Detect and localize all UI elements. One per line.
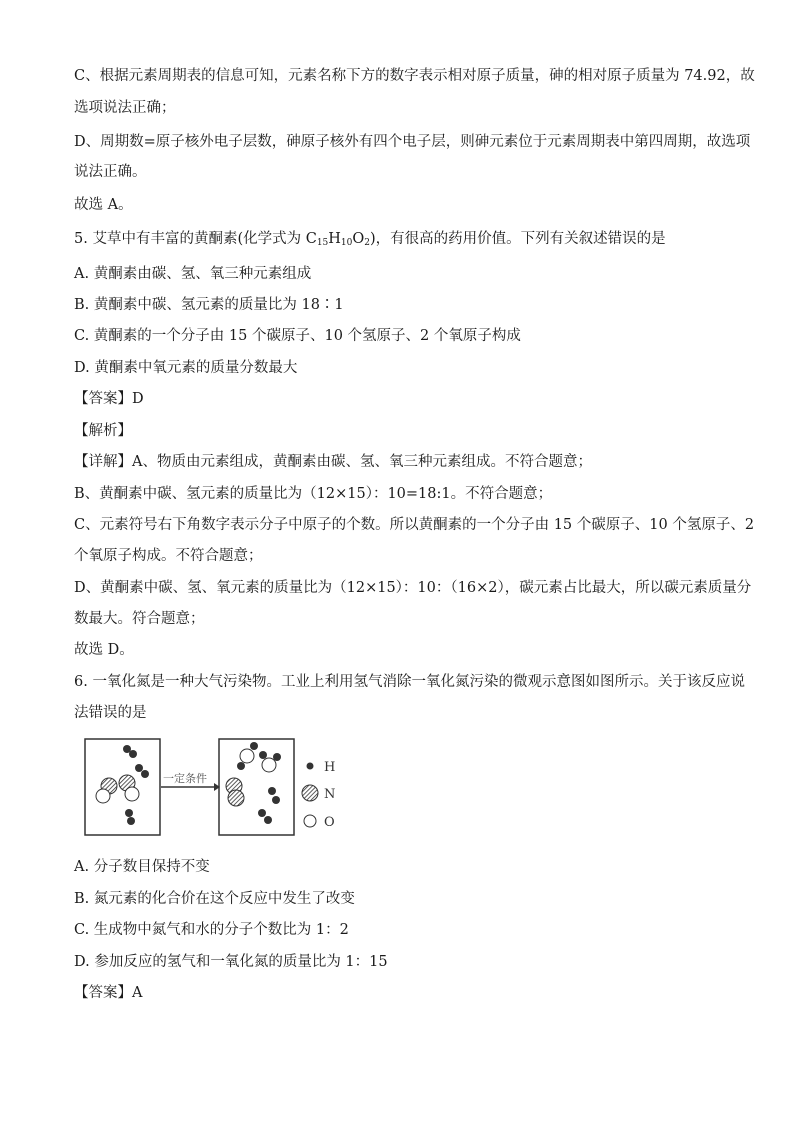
detail-tag: 【详解】 xyxy=(74,454,132,470)
text-line: 故选 D。 xyxy=(74,642,134,658)
text-line: 说法正确。 xyxy=(74,164,147,180)
q5-text-d: )，有很高的药用价值。下列有关叙述错误的是 xyxy=(370,231,666,247)
q5-option-d: D. 黄酮素中氧元素的质量分数最大 xyxy=(74,360,298,376)
legend-o-label: O xyxy=(324,815,335,830)
legend-h-symbol xyxy=(307,763,314,770)
q6-option-d: D. 参加反应的氢气和一氧化氮的质量比为 1：15 xyxy=(74,954,388,970)
q5-option-a: A. 黄酮素由碳、氢、氧三种元素组成 xyxy=(74,266,312,282)
question-6-stem-cont: 法错误的是 xyxy=(74,705,147,721)
h2-molecule xyxy=(268,787,280,804)
h2o-molecule xyxy=(259,751,281,772)
legend-h-label: H xyxy=(324,760,336,775)
q5-analysis-tag xyxy=(74,421,132,441)
q6-option-c: C. 生成物中氮气和水的分子个数比为 1：2 xyxy=(74,922,349,938)
legend-n-symbol xyxy=(302,785,318,801)
h2-molecule xyxy=(258,809,272,824)
q5-sub-carbon: 15 xyxy=(316,238,329,248)
text-line: 数最大。符合题意； xyxy=(74,611,205,627)
h2-molecule xyxy=(125,809,135,825)
h2-molecule xyxy=(123,745,137,758)
reaction-diagram-svg xyxy=(84,738,374,838)
h2o-molecule xyxy=(237,742,258,770)
no-molecule xyxy=(96,778,117,803)
reaction-diagram xyxy=(84,738,374,838)
q5-sub-hydrogen: 10 xyxy=(340,238,353,248)
text-line: B、黄酮素中碳、氢元素的质量比为（12×15）：10=18:1。不符合题意； xyxy=(74,486,553,502)
q5-text-b: H xyxy=(328,231,341,247)
question-6-stem: 6. 一氧化氮是一种大气污染物。工业上利用氢气消除一氧化氮污染的微观示意图如图所示。关于该反应说 xyxy=(74,674,745,690)
q6-option-a: A. 分子数目保持不变 xyxy=(74,859,210,875)
text-line: D、黄酮素中碳、氢、氧元素的质量比为（12×15）：10：（16×2），碳元素占比最大，所以碳元素质量分 xyxy=(74,580,752,596)
q5-answer xyxy=(74,389,144,409)
arrow-condition-label: 一定条件 xyxy=(163,772,207,785)
q6-option-b: B. 氮元素的化合价在这个反应中发生了改变 xyxy=(74,891,355,907)
legend-o-symbol xyxy=(304,815,316,827)
question-5-stem xyxy=(74,229,666,253)
q5-text-c: O xyxy=(352,231,365,247)
legend-n-label: N xyxy=(324,787,336,802)
answer-tag: 【答案】 xyxy=(74,985,132,1001)
text-line: C、根据元素周期表的信息可知，元素名称下方的数字表示相对原子质量，砷的相对原子质量为 74.92，故 xyxy=(74,68,755,84)
text-line: 选项说法正确； xyxy=(74,100,176,116)
text-line: C、元素符号右下角数字表示分子中原子的个数。所以黄酮素的一个分子由 15 个碳原子、10 个氢原子、2 xyxy=(74,517,755,533)
detail-text: A、物质由元素组成，黄酮素由碳、氢、氧三种元素组成。不符合题意； xyxy=(132,454,592,470)
text-line: 个氧原子构成。不符合题意； xyxy=(74,548,263,564)
answer-tag: 【答案】 xyxy=(74,391,132,407)
answer-value: D xyxy=(132,391,144,407)
h2-molecule xyxy=(135,764,149,778)
q5-sub-oxygen: 2 xyxy=(364,238,370,248)
q5-text-a: 5. 艾草中有丰富的黄酮素(化学式为 C xyxy=(74,231,317,247)
n2-molecule xyxy=(226,778,244,806)
text-line: 故选 A。 xyxy=(74,197,133,213)
q5-detail-line xyxy=(74,452,592,472)
answer-value: A xyxy=(132,985,143,1001)
text-line: D、周期数=原子核外电子层数，砷原子核外有四个电子层，则砷元素位于元素周期表中第四周期，故选项 xyxy=(74,134,751,150)
q6-answer xyxy=(74,983,142,1003)
no-molecule xyxy=(119,775,139,801)
q5-option-c: C. 黄酮素的一个分子由 15 个碳原子、10 个氢原子、2 个氧原子构成 xyxy=(74,328,521,344)
analysis-tag: 【解析】 xyxy=(74,423,132,439)
q5-option-b: B. 黄酮素中碳、氢元素的质量比为 18∶1 xyxy=(74,297,344,313)
